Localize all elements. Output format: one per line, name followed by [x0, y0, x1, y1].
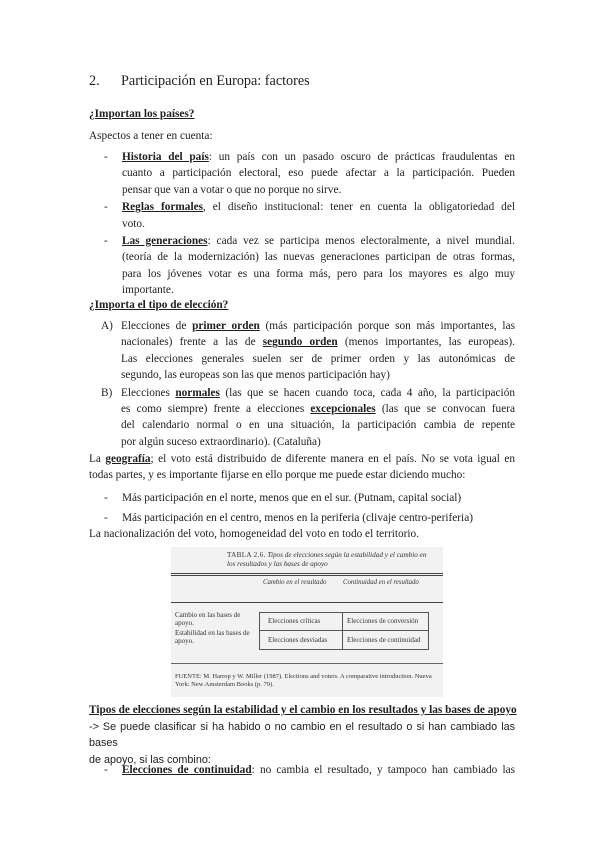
list-item: - Más participación en el centro, menos en la periferia (clivaje centro-periferia)	[104, 512, 473, 525]
column-header-change: Cambio en el resultado	[263, 579, 327, 586]
geography-list	[104, 490, 515, 527]
item-text: (más participación porque son más importantes, las	[259, 320, 515, 332]
table-caption	[227, 551, 427, 569]
item-text: (las que se hacen cuando toca, cada 4 año, la participación	[219, 386, 515, 399]
cell-deviating: Elecciones desviadas	[268, 636, 328, 644]
term-continuity-elections: Elecciones de continuidad	[122, 764, 252, 776]
table-source: FUENTE: M. Harrop y W. Miller (1987). Elections and voters. A comparative introduction. Nueva York: New Amsterdam Books (p. 79).	[175, 673, 432, 688]
item-text: Las elecciones generales suelen ser de primer orden y las autonómicas de	[121, 352, 515, 365]
item-text: del calendario normal o en una situación, la participación cambia de repente	[121, 419, 515, 432]
item-text: , el diseño institucional: tener en cuenta la obligatoriedad del	[203, 201, 515, 214]
table-figure	[171, 547, 443, 697]
list-item: - Las generaciones: cada vez se participa menos electoralmente, a nivel mundial. (teoría de la modernización) las nuevas generaciones participan de otras formas, para los jóvenes votar es una forma más, pero para los mayores es algo muy importante.	[104, 233, 515, 299]
term-exceptional: excepcionales	[310, 403, 376, 416]
term-geography: geografía	[105, 453, 151, 465]
list-item: - Reglas formales, el diseño institucional: tener en cuenta la obligatoriedad del voto.	[104, 199, 515, 232]
cell-critical: Elecciones críticas	[268, 617, 321, 625]
item-text: voto.	[122, 217, 145, 230]
paragraph-text: ; el voto está distribuido de diferente manera en el país. No se vota igual en	[150, 453, 515, 465]
types-heading: Tipos de elecciones según la estabilidad y el cambio en los resultados y las bases de apoyo	[89, 704, 517, 716]
list-item: - Más participación en el norte, menos que en el sur. (Putnam, capital social)	[104, 492, 462, 504]
types-list	[104, 762, 515, 778]
item-text: (menos importantes, las europeas).	[337, 336, 515, 349]
row-header-change: Cambio en las bases de apoyo.	[175, 611, 241, 628]
term-normal: normales	[175, 386, 220, 399]
section-number: 2.	[89, 73, 100, 89]
question-election-type: ¿Importa el tipo de elección?	[89, 299, 229, 311]
table-caption-text: Tipos de elecciones según la estabilidad y el cambio en los resultados y las bases de apoyo	[227, 551, 427, 568]
item-text: Elecciones de	[121, 320, 193, 332]
question-countries: ¿Importan los países?	[89, 108, 195, 120]
aspects-intro: Aspectos a tener en cuenta:	[89, 130, 213, 142]
row-header-stability: Estabilidad en las bases de apoyo.	[175, 629, 250, 646]
section-title: Participación en Europa: factores	[121, 73, 310, 89]
column-header-continuity: Continuidad en el resultado	[343, 579, 419, 586]
paragraph-text: todas partes, y es importante fijarse en ello porque me puede estar diciendo mucho:	[89, 469, 466, 482]
term-first-order: primer orden	[192, 320, 260, 332]
item-text: (las que se convocan fuera	[375, 403, 516, 416]
list-item: - Historia del país: un país con un pasado oscuro de prácticas fraudulentas en cuanto a participación electoral, eso puede afectar a la participación. Pueden pensar que van a votar o que no porque no sirve.	[104, 149, 515, 198]
marker-a: A)	[101, 320, 113, 332]
term-history: Historia del país	[122, 151, 209, 163]
item-text: Más participación en el norte, menos que en el sur. (Putnam, capital social)	[122, 492, 462, 504]
paragraph-text: -> Se puede clasificar si ha habido o no cambio en el resultado o si han cambiado las bases	[89, 721, 515, 750]
item-text: para los jóvenes votar es una forma más, pero para los mayores es algo muy	[122, 267, 515, 280]
item-text: Más participación en el centro, menos en la periferia (clivaje centro-periferia)	[122, 512, 473, 525]
item-text: importante.	[122, 284, 174, 297]
list-item-b	[101, 385, 515, 451]
item-text: por algún suceso extraordinario). (Cataluña)	[121, 435, 321, 448]
paragraph-text: de apoyo, si las combino:	[89, 753, 211, 766]
item-text: es como siempre) frente a elecciones	[121, 403, 311, 416]
paragraph-text: La	[89, 453, 106, 465]
item-text: : un país con un pasado oscuro de prácticas fraudulentas en	[208, 151, 515, 163]
list-item-a	[101, 318, 515, 384]
section-heading	[89, 72, 509, 90]
term-generations: Las generaciones	[122, 235, 208, 248]
geography-paragraph	[89, 451, 515, 484]
term-formal-rules: Reglas formales	[122, 201, 203, 214]
item-text: Elecciones	[121, 386, 176, 399]
countries-list	[104, 149, 515, 299]
item-text: nacionales) frente a las de	[121, 336, 263, 349]
item-text: : cada vez se participa menos electoralmente, a nivel mundial.	[207, 235, 515, 248]
types-paragraph	[89, 719, 515, 768]
marker-b: B)	[101, 386, 113, 399]
item-text: : no cambia el resultado, y tampoco han cambiado las	[251, 764, 515, 776]
item-text: cuanto a participación electoral, eso puede afectar a la participación. Pueden	[122, 167, 515, 180]
election-type-list	[101, 318, 515, 450]
item-text: (teoría de la modernización) las nuevas generaciones participan de otras formas,	[122, 251, 515, 264]
cell-continuity: Elecciones de continuidad	[347, 636, 421, 644]
item-text: pensar que van a votar o que no porque no sirve.	[122, 183, 342, 196]
nationalization-text: La nacionalización del voto, homogeneidad del voto en todo el territorio.	[89, 528, 420, 540]
cell-conversion: Elecciones de conversión	[347, 617, 419, 625]
item-text: segundo, las europeas son las que menos participación hay)	[121, 369, 390, 382]
table-caption-lead: TABLA 2.6.	[227, 551, 266, 559]
term-second-order: segundo orden	[262, 336, 338, 349]
list-item: - Elecciones de continuidad: no cambia el resultado, y tampoco han cambiado las	[104, 764, 515, 776]
